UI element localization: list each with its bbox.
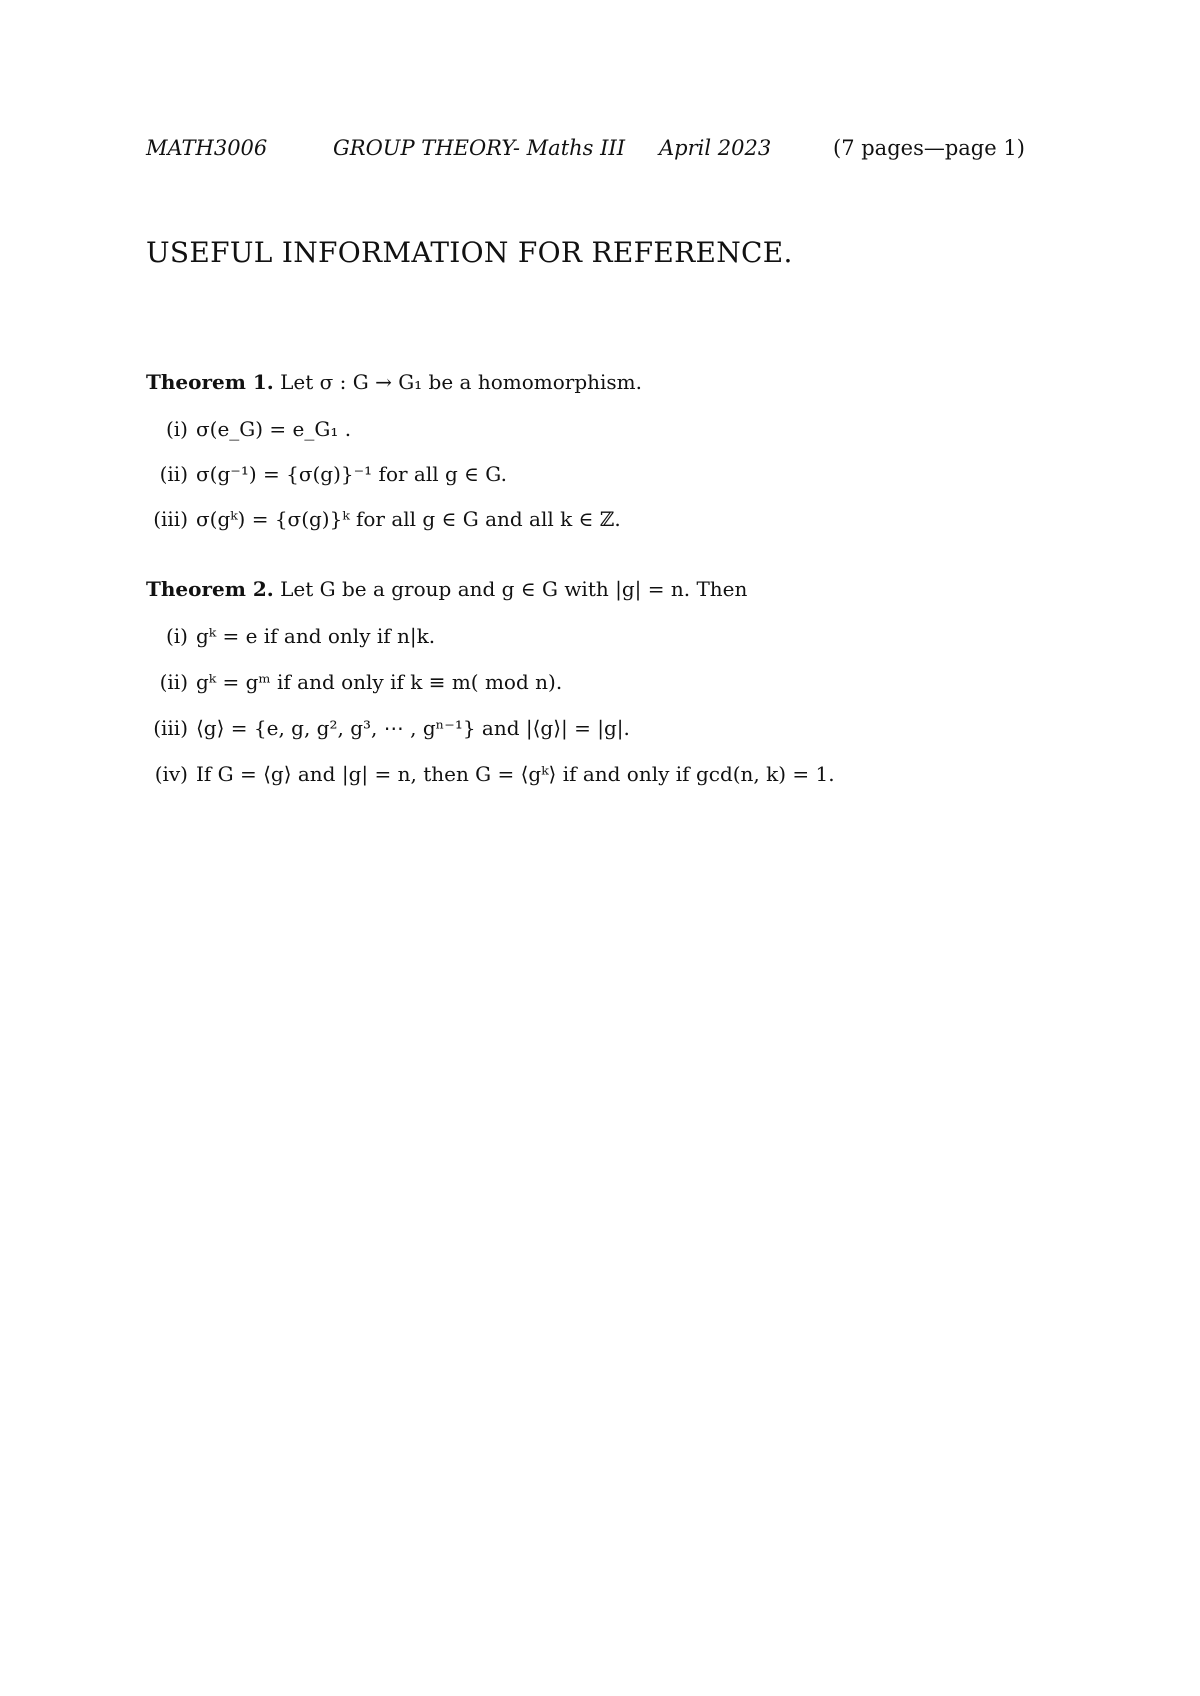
- theorem-1-heading: [146, 369, 1046, 395]
- theorem-1-statement: Let σ : G → G₁ be a homomorphism.: [280, 370, 642, 394]
- item-text: σ(g⁻¹) = {σ(g)}⁻¹ for all g ∈ G.: [196, 462, 507, 486]
- list-item: [146, 669, 1046, 715]
- item-number: (ii): [159, 670, 188, 694]
- theorem-1: [146, 369, 1046, 551]
- item-text: If G = ⟨g⟩ and |g| = n, then G = ⟨gᵏ⟩ if and only if gcd(n, k) = 1.: [196, 762, 835, 786]
- course-code: MATH3006: [146, 136, 268, 160]
- theorem-2-label: Theorem 2.: [146, 577, 274, 601]
- exam-date: April 2023: [659, 136, 772, 160]
- item-number: (iii): [153, 507, 188, 531]
- item-text: ⟨g⟩ = {e, g, g², g³, ⋯ , gⁿ⁻¹} and |⟨g⟩| = |g|.: [196, 716, 630, 740]
- item-text: gᵏ = gᵐ if and only if k ≡ m( mod n).: [196, 670, 563, 694]
- theorem-2: [146, 576, 1046, 807]
- item-number: (i): [165, 417, 188, 441]
- page-title: USEFUL INFORMATION FOR REFERENCE.: [146, 236, 793, 269]
- item-number: (iv): [154, 762, 188, 786]
- item-number: (i): [165, 624, 188, 648]
- item-text: σ(e_G) = e_G₁ .: [196, 417, 352, 441]
- list-item: [146, 506, 1046, 551]
- theorem-2-items: [146, 623, 1046, 807]
- list-item: [146, 461, 1046, 506]
- list-item: [146, 416, 1046, 461]
- theorem-1-items: [146, 416, 1046, 551]
- theorem-2-statement: Let G be a group and g ∈ G with |g| = n. Then: [280, 577, 748, 601]
- course-title: GROUP THEORY- Maths III: [333, 136, 625, 160]
- list-item: [146, 761, 1046, 807]
- theorem-2-heading: [146, 576, 1046, 602]
- theorem-1-label: Theorem 1.: [146, 370, 274, 394]
- page-count: (7 pages—page 1): [833, 136, 1025, 160]
- item-number: (ii): [159, 462, 188, 486]
- page-header: [0, 136, 1200, 168]
- item-text: σ(gᵏ) = {σ(g)}ᵏ for all g ∈ G and all k ∈ ℤ.: [196, 507, 621, 531]
- item-number: (iii): [153, 716, 188, 740]
- list-item: [146, 623, 1046, 669]
- item-text: gᵏ = e if and only if n|k.: [196, 624, 436, 648]
- list-item: [146, 715, 1046, 761]
